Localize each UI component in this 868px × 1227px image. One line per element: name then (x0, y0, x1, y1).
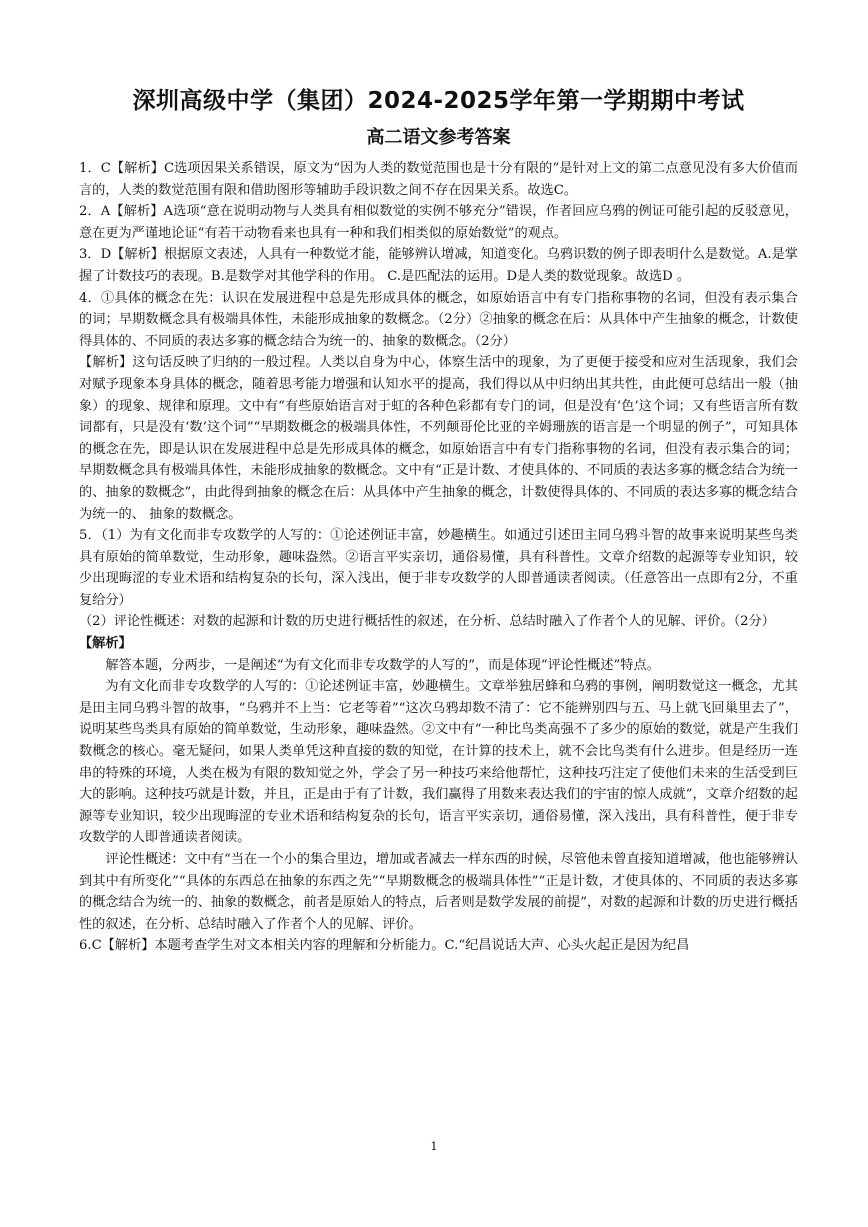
answer-paragraph: 评论性概述：文中有“当在一个小的集合里边，增加或者减去一样东西的时候，尽管他未曾直接知道增减，他也能够辨认到其中有所变化”“具体的东西总在抽象的东西之先”“早期数概念的极端具体性”“正是计数，才使具体的、不同质的表达多寡的概念结合为统一的、抽象的数概念，前者是原始人的特点，后者则是数学发展的前提”，对数的起源和计数的历史进行概括性的叙述，在分析、总结时融入了作者个人的见解、评价。 (79, 852, 798, 932)
answer-paragraph: 6.C【解析】本题考查学生对文本相关内容的理解和分析能力。C.“纪昌说话大声、心头火起正是因为纪昌 (79, 938, 690, 954)
analysis-label: 【解析】 (79, 636, 132, 652)
document-title: 深圳高级中学（集团）2024-2025学年第一学期期中考试 (132, 88, 745, 114)
answer-paragraph: 1．C【解析】C选项因果关系错误，原文为“因为人类的数觉范围也是十分有限的”是针对上文的第二点意见没有多大价值而言的，人类的数觉范围有限和借助图形等辅助手段识数之间不存在因果关系。故选C。 (79, 161, 798, 198)
answer-paragraph: 2．A【解析】A选项“意在说明动物与人类具有相似数觉的实例不够充分”错误，作者回应乌鸦的例证可能引起的反驳意见，意在更为严谨地论证“有若干动物看来也具有一种和我们相类似的原始数觉”的观点。 (79, 204, 798, 241)
answer-paragraph: （2）评论性概述：对数的起源和计数的历史进行概括性的叙述，在分析、总结时融入了作者个人的见解、评价。（2分） (79, 614, 775, 630)
answer-paragraph: 【解析】这句话反映了归纳的一般过程。人类以自身为中心，体察生活中的现象，为了更便于接受和应对生活现象，我们会对赋予现象本身具体的概念，随着思考能力增强和认知水平的提高，我们得以从中归纳出其共性，由此便可总结出一般（抽象）的现象、规律和原理。文中有“有些原始语言对于虹的各种色彩都有专门的词，但是没有‘色’这个词；又有些语言所有数词都有，只是没有‘数’这个词”“早期数概念的极端具体性，不列颠哥伦比亚的辛姆珊族的语言是一个明显的例子”，可知具体的概念在先，即是认识在发展进程中总是先形成具体的概念，如原始语言中有专门指称事物的名词，但没有表示集合的词；早期数概念具有极端具体性，未能形成抽象的数概念。文中有“正是计数、才使具体的、不同质的表达多寡的概念结合为统一的、抽象的数概念”，由此得到抽象的概念在后：从具体中产生抽象的概念，计数使得具体的、不同质的表达多寡的概念结合为统一的、 抽象的数概念。 (79, 355, 798, 522)
answer-paragraph: 解答本题，分两步，一是阐述“为有文化而非专攻数学的人写的”，而是体现“评论性概述”特点。 (105, 657, 660, 673)
answer-content (79, 158, 798, 957)
answer-paragraph: 5．（1）为有文化而非专攻数学的人写的：①论述例证丰富，妙趣横生。如通过引述田主同乌鸦斗智的故事来说明某些鸟类具有原始的简单数觉，生动形象，趣味盎然。②语言平实亲切，通俗易懂，具有科普性。文章介绍数的起源等专业知识，较少出现晦涩的专业术语和结构复杂的长句，深入浅出，便于非专攻数学的人即普通读者阅读。（任意答出一点即有2分，不重复给分） (79, 528, 798, 608)
answer-paragraph: 为有文化而非专攻数学的人写的：①论述例证丰富，妙趣横生。文章举独居蜂和乌鸦的事例，阐明数觉这一概念，尤其是田主同乌鸦斗智的故事，“乌鸦并不上当：它老等着”“这次乌鸦却数不清了：它不能辨别四与五、马上就飞回巢里去了”，说明某些鸟类具有原始的简单数觉，生动形象，趣味盎然。②文中有“一种比鸟类高强不了多少的原始的数觉，就是产生我们数概念的核心。毫无疑问，如果人类单凭这种直接的数的知觉，在计算的技术上，就不会比鸟类有什么进步。但是经历一连串的特殊的环境，人类在极为有限的数知觉之外，学会了另一种技巧来给他帮忙，这种技巧注定了使他们未来的生活受到巨大的影响。这种技巧就是计数，并且，正是由于有了计数，我们赢得了用数来表达我们的宇宙的惊人成就”，文章介绍数的起源等专业知识，较少出现晦涩的专业术语和结构复杂的长句，语言平实亲切，通俗易懂，深入浅出，具有科普性，便于非专攻数学的人即普通读者阅读。 (79, 679, 798, 846)
page-number: 1 (430, 1140, 438, 1153)
document-subtitle: 高二语文参考答案 (366, 127, 511, 148)
answer-paragraph: 3．D【解析】根据原文表述，人具有一种数觉才能，能够辨认增减，知道变化。乌鸦识数的例子即表明什么是数觉。A.是掌握了计数技巧的表现。B.是数学对其他学科的作用。 C.是匹配法的运用。D是人类的数觉现象。故选D 。 (79, 247, 798, 284)
answer-paragraph: 4．①具体的概念在先：认识在发展进程中总是先形成具体的概念，如原始语言中有专门指称事物的名词，但没有表示集合的词；早期数概念具有极端具体性，未能形成抽象的数概念。（2分）②抽象的概念在后：从具体中产生抽象的概念，计数使得具体的、不同质的表达多寡的概念结合为统一的、抽象的数概念。（2分） (79, 290, 798, 349)
